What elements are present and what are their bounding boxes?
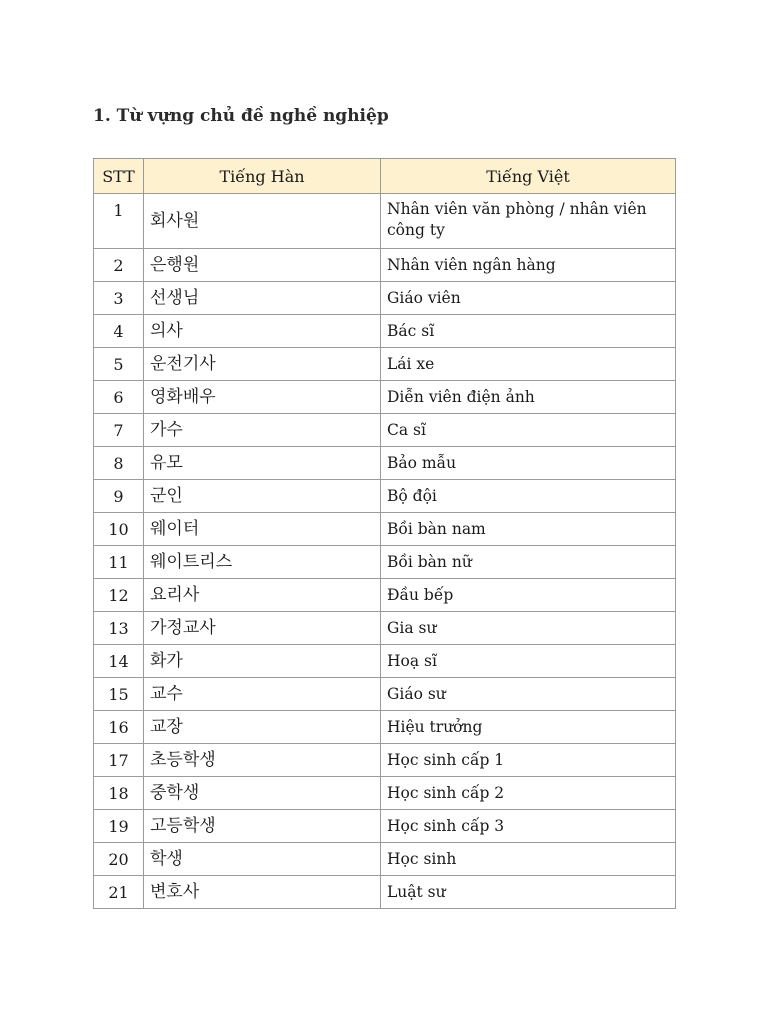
header-row xyxy=(94,159,676,194)
table-row xyxy=(94,381,676,414)
cell-stt: 10 xyxy=(94,513,144,546)
table-row xyxy=(94,777,676,810)
cell-vietnamese: Hoạ sĩ xyxy=(381,645,676,678)
table-row xyxy=(94,546,676,579)
cell-vietnamese: Đầu bếp xyxy=(381,579,676,612)
cell-korean: 가정교사 xyxy=(144,612,381,645)
cell-vietnamese: Học sinh xyxy=(381,843,676,876)
cell-korean: 요리사 xyxy=(144,579,381,612)
cell-korean: 운전기사 xyxy=(144,348,381,381)
cell-vietnamese: Giáo sư xyxy=(381,678,676,711)
cell-korean: 교장 xyxy=(144,711,381,744)
cell-stt: 12 xyxy=(94,579,144,612)
cell-vietnamese: Diễn viên điện ảnh xyxy=(381,381,676,414)
cell-stt: 4 xyxy=(94,315,144,348)
cell-korean: 중학생 xyxy=(144,777,381,810)
cell-stt: 15 xyxy=(94,678,144,711)
cell-korean: 영화배우 xyxy=(144,381,381,414)
cell-vietnamese: Bác sĩ xyxy=(381,315,676,348)
table-row xyxy=(94,414,676,447)
cell-stt: 2 xyxy=(94,249,144,282)
vocabulary-table xyxy=(93,158,676,909)
cell-stt: 5 xyxy=(94,348,144,381)
table-header xyxy=(94,159,676,194)
cell-korean: 회사원 xyxy=(144,194,381,249)
cell-vietnamese: Học sinh cấp 1 xyxy=(381,744,676,777)
header-vietnamese: Tiếng Việt xyxy=(381,159,676,194)
cell-stt: 11 xyxy=(94,546,144,579)
cell-stt: 13 xyxy=(94,612,144,645)
cell-vietnamese: Học sinh cấp 2 xyxy=(381,777,676,810)
cell-korean: 군인 xyxy=(144,480,381,513)
page-heading: 1. Từ vựng chủ đề nghề nghiệp xyxy=(93,106,389,126)
table-row xyxy=(94,744,676,777)
table-row xyxy=(94,678,676,711)
cell-stt: 8 xyxy=(94,447,144,480)
cell-vietnamese: Bồi bàn nữ xyxy=(381,546,676,579)
cell-korean: 의사 xyxy=(144,315,381,348)
cell-stt: 7 xyxy=(94,414,144,447)
table-row xyxy=(94,348,676,381)
cell-vietnamese: Ca sĩ xyxy=(381,414,676,447)
cell-korean: 웨이터 xyxy=(144,513,381,546)
cell-vietnamese: Nhân viên văn phòng / nhân viên công ty xyxy=(381,194,676,249)
cell-korean: 웨이트리스 xyxy=(144,546,381,579)
cell-vietnamese: Lái xe xyxy=(381,348,676,381)
table-body xyxy=(94,194,676,909)
table-row xyxy=(94,282,676,315)
cell-korean: 가수 xyxy=(144,414,381,447)
table-row xyxy=(94,194,676,249)
cell-stt: 9 xyxy=(94,480,144,513)
cell-vietnamese: Hiệu trưởng xyxy=(381,711,676,744)
cell-stt: 21 xyxy=(94,876,144,909)
cell-stt: 16 xyxy=(94,711,144,744)
cell-stt: 14 xyxy=(94,645,144,678)
cell-korean: 학생 xyxy=(144,843,381,876)
cell-korean: 초등학생 xyxy=(144,744,381,777)
cell-stt: 3 xyxy=(94,282,144,315)
table-row xyxy=(94,480,676,513)
cell-stt: 19 xyxy=(94,810,144,843)
table-row xyxy=(94,315,676,348)
cell-vietnamese: Học sinh cấp 3 xyxy=(381,810,676,843)
cell-stt: 6 xyxy=(94,381,144,414)
table-row xyxy=(94,612,676,645)
cell-korean: 고등학생 xyxy=(144,810,381,843)
cell-vietnamese: Giáo viên xyxy=(381,282,676,315)
table-row xyxy=(94,513,676,546)
table-row xyxy=(94,876,676,909)
table-row xyxy=(94,249,676,282)
table-row xyxy=(94,843,676,876)
header-korean: Tiếng Hàn xyxy=(144,159,381,194)
cell-korean: 선생님 xyxy=(144,282,381,315)
cell-stt: 17 xyxy=(94,744,144,777)
table-row xyxy=(94,711,676,744)
cell-vietnamese: Bảo mẫu xyxy=(381,447,676,480)
cell-korean: 유모 xyxy=(144,447,381,480)
cell-stt: 20 xyxy=(94,843,144,876)
table-row xyxy=(94,447,676,480)
cell-vietnamese: Bộ đội xyxy=(381,480,676,513)
cell-stt: 1 xyxy=(94,194,144,249)
table-row xyxy=(94,810,676,843)
cell-stt: 18 xyxy=(94,777,144,810)
cell-vietnamese: Nhân viên ngân hàng xyxy=(381,249,676,282)
cell-vietnamese: Bồi bàn nam xyxy=(381,513,676,546)
cell-vietnamese: Gia sư xyxy=(381,612,676,645)
cell-korean: 은행원 xyxy=(144,249,381,282)
table-row xyxy=(94,645,676,678)
cell-korean: 변호사 xyxy=(144,876,381,909)
cell-korean: 교수 xyxy=(144,678,381,711)
cell-korean: 화가 xyxy=(144,645,381,678)
table-row xyxy=(94,579,676,612)
header-stt: STT xyxy=(94,159,144,194)
cell-vietnamese: Luật sư xyxy=(381,876,676,909)
